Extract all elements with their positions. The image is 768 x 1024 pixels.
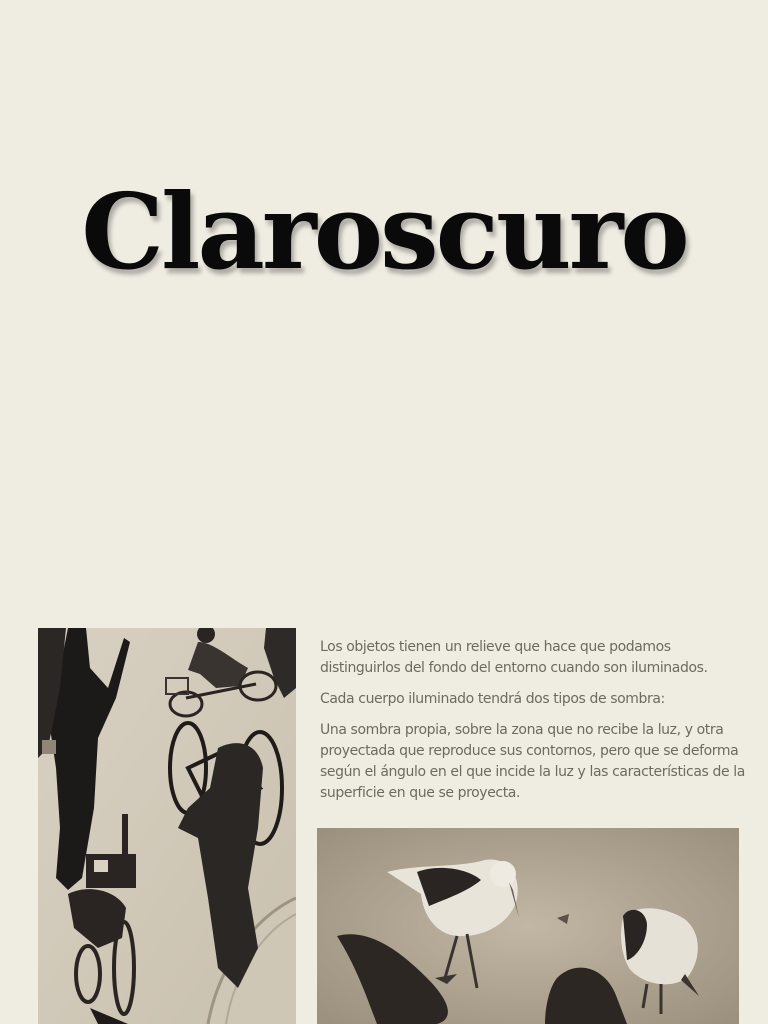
paragraph-intro: Los objetos tienen un relieve que hace que podamos distinguirlos del fondo del entorno cuando son iluminados. <box>320 639 708 676</box>
seagulls-shadows-photo <box>317 828 739 1024</box>
page-title: Claroscuro <box>81 170 687 293</box>
paragraph-shadow-types: Cada cuerpo iluminado tendrá dos tipos de sombra: <box>320 691 665 707</box>
paragraph-shadow-description: Una sombra propia, sobre la zona que no recibe la luz, y otra proyectada que reproduce sus contornos, pero que se deforma según el ángulo en el que incide la luz y las características de la superficie en que se proyecta. <box>320 722 745 801</box>
body-text <box>320 637 750 814</box>
cyclists-shadows-photo <box>38 628 296 1024</box>
